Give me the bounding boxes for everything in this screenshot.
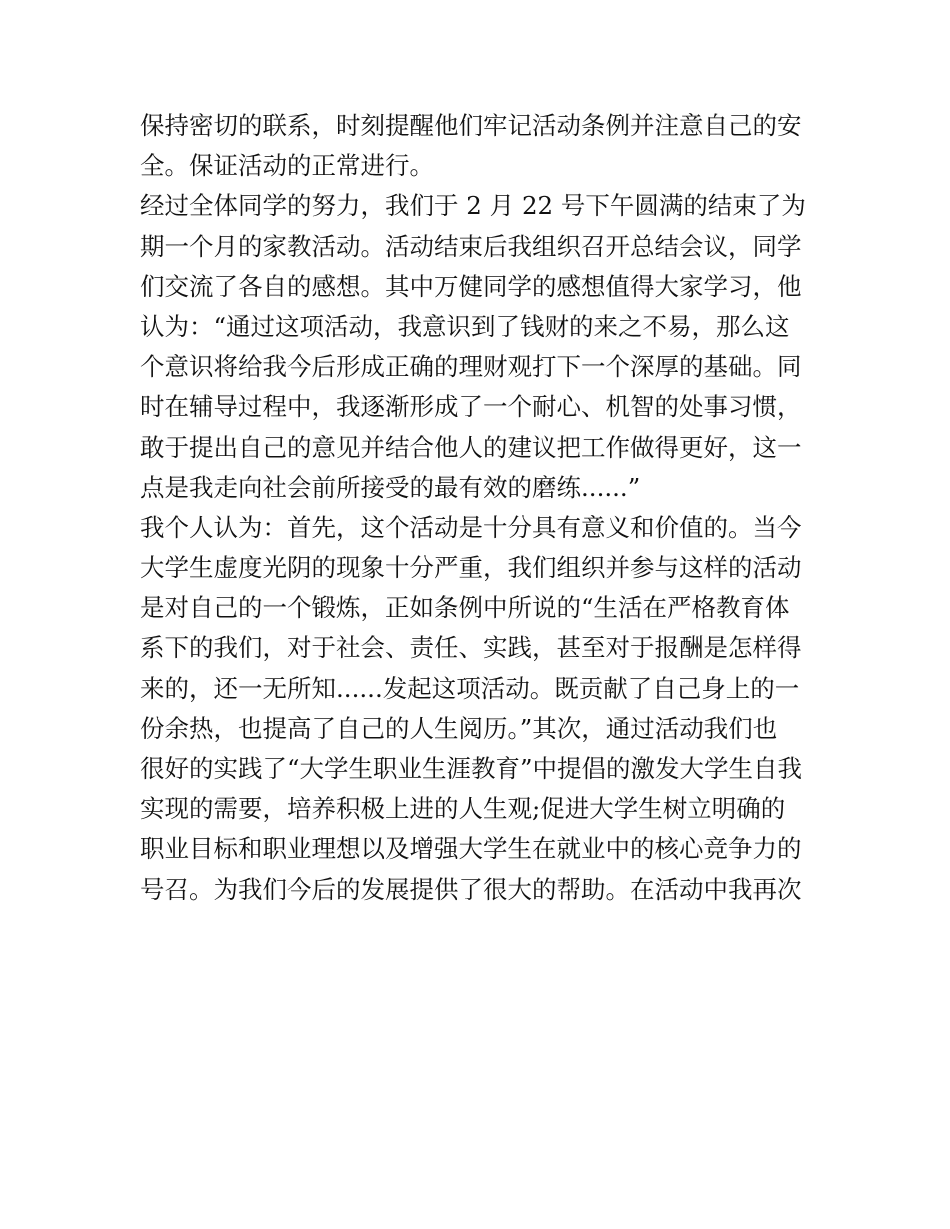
text-line-13: 是对自己的一个锻炼，正如条例中所说的“生活在严格教育体 [140, 593, 790, 623]
text-line-3: 经过全体同学的努力，我们于 2 月 22 号下午圆满的结束了为 [140, 191, 806, 221]
text-line-19: 职业目标和职业理想以及增强大学生在就业中的核心竞争力的 [140, 834, 802, 864]
document-body [140, 106, 820, 910]
text-line-10: 点是我走向社会前所接受的最有效的磨练......” [140, 472, 641, 502]
text-line-5: 们交流了各自的感想。其中万健同学的感想值得大家学习，他 [140, 271, 802, 301]
text-line-11: 我个人认为：首先，这个活动是十分具有意义和价值的。当今 [140, 512, 802, 542]
text-line-15: 来的，还一无所知......发起这项活动。既贡献了自己身上的一 [140, 673, 800, 703]
text-line-7: 个意识将给我今后形成正确的理财观打下一个深厚的基础。同 [140, 352, 802, 382]
text-line-20: 号召。为我们今后的发展提供了很大的帮助。在活动中我再次 [140, 874, 802, 904]
text-line-17: 很好的实践了“大学生职业生涯教育”中提倡的激发大学生自我 [140, 754, 803, 783]
text-line-4: 期一个月的家教活动。活动结束后我组织召开总结会议，同学 [140, 231, 802, 261]
text-line-16: 份余热，也提高了自己的人生阅历。”其次，通过活动我们也 [140, 713, 778, 743]
text-line-6: 认为：“通过这项活动，我意识到了钱财的来之不易，那么这 [140, 311, 790, 341]
text-line-9: 敢于提出自己的意见并结合他人的建议把工作做得更好，这一 [140, 432, 802, 462]
text-line-2: 全。保证活动的正常进行。 [140, 151, 434, 181]
text-line-12: 大学生虚度光阴的现象十分严重，我们组织并参与这样的活动 [140, 553, 802, 583]
text-line-18: 实现的需要，培养积极上进的人生观;促进大学生树立明确的 [140, 794, 786, 824]
text-line-14: 系下的我们，对于社会、责任、实践，甚至对于报酬是怎样得 [140, 633, 802, 663]
text-line-8: 时在辅导过程中，我逐渐形成了一个耐心、机智的处事习惯， [140, 392, 802, 422]
text-line-1: 保持密切的联系，时刻提醒他们牢记活动条例并注意自己的安 [140, 111, 802, 140]
